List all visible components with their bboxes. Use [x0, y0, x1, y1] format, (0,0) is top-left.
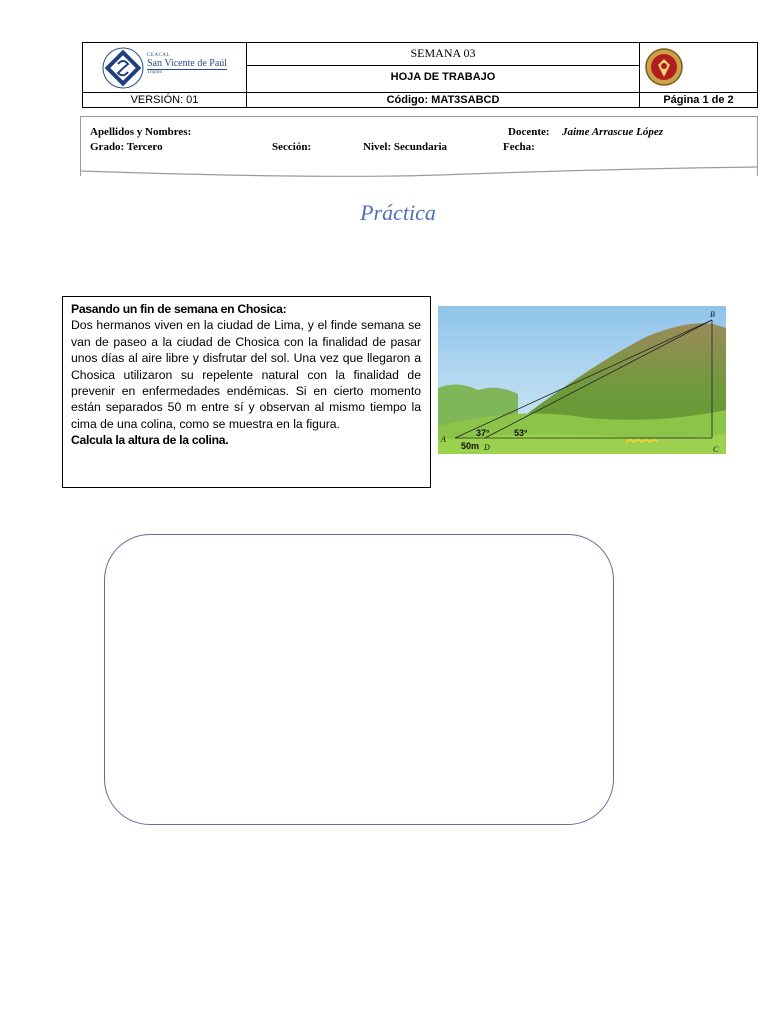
week-label: SEMANA 03	[247, 43, 639, 66]
crest-cell	[640, 43, 757, 92]
school-logo-cell	[83, 43, 247, 92]
sheet-type-label: HOJA DE TRABAJO	[390, 71, 496, 83]
level-label: Nivel: Secundaria	[363, 141, 448, 153]
angle-a-label: 37°	[476, 428, 490, 438]
point-c-label: C	[713, 445, 719, 454]
header-title-cell	[247, 43, 640, 92]
info-box-bottom-border	[80, 161, 758, 179]
names-label: Apellidos y Nombres:	[90, 126, 192, 138]
section-label: Sección:	[272, 141, 312, 153]
point-d-label: D	[484, 443, 490, 452]
problem-heading: Pasando un fin de semana en Chosica:	[71, 302, 287, 316]
point-a-label: A	[441, 435, 446, 444]
problem-box	[62, 296, 431, 488]
hill-figure	[438, 306, 726, 454]
problem-question: Calcula la altura de la colina.	[71, 433, 229, 448]
angle-d-label: 53°	[514, 428, 528, 438]
header-info-row	[83, 92, 757, 108]
student-info-box	[80, 116, 758, 176]
header-table	[82, 42, 758, 108]
code-label: Código: MAT3SABCD	[247, 93, 640, 108]
version-label: VERSIÓN: 01	[83, 93, 247, 108]
grade-label: Grado: Tercero	[90, 141, 163, 153]
crest-icon	[644, 45, 684, 89]
teacher-label: Docente:	[508, 126, 550, 138]
problem-body: Dos hermanos viven en la ciudad de Lima, y el finde semana se van de paseo a la ciudad de Chosica con la finalidad de pasar unos días al aire libre y disfrutar del sol. Una vez que llegaron a Chosica utilizaron su repelente natural con la finalidad de prevenir en enfermedades endémicas. Si en cierto momento están separados 50 m entre sí y observan al mismo tiempo la cima de una colina, como se muestra en la figura.	[71, 318, 421, 431]
page-label: Página 1 de 2	[663, 94, 734, 106]
date-label: Fecha:	[503, 141, 535, 153]
answer-box[interactable]	[104, 534, 614, 825]
distance-label: 50m	[461, 441, 480, 451]
page-title: Práctica	[360, 200, 436, 225]
teacher-name: Jaime Arrascue López	[562, 126, 664, 138]
point-b-label: B	[710, 310, 715, 319]
school-logo-text: CEACAL San Vicente de Paúl Trujillo	[147, 53, 228, 75]
